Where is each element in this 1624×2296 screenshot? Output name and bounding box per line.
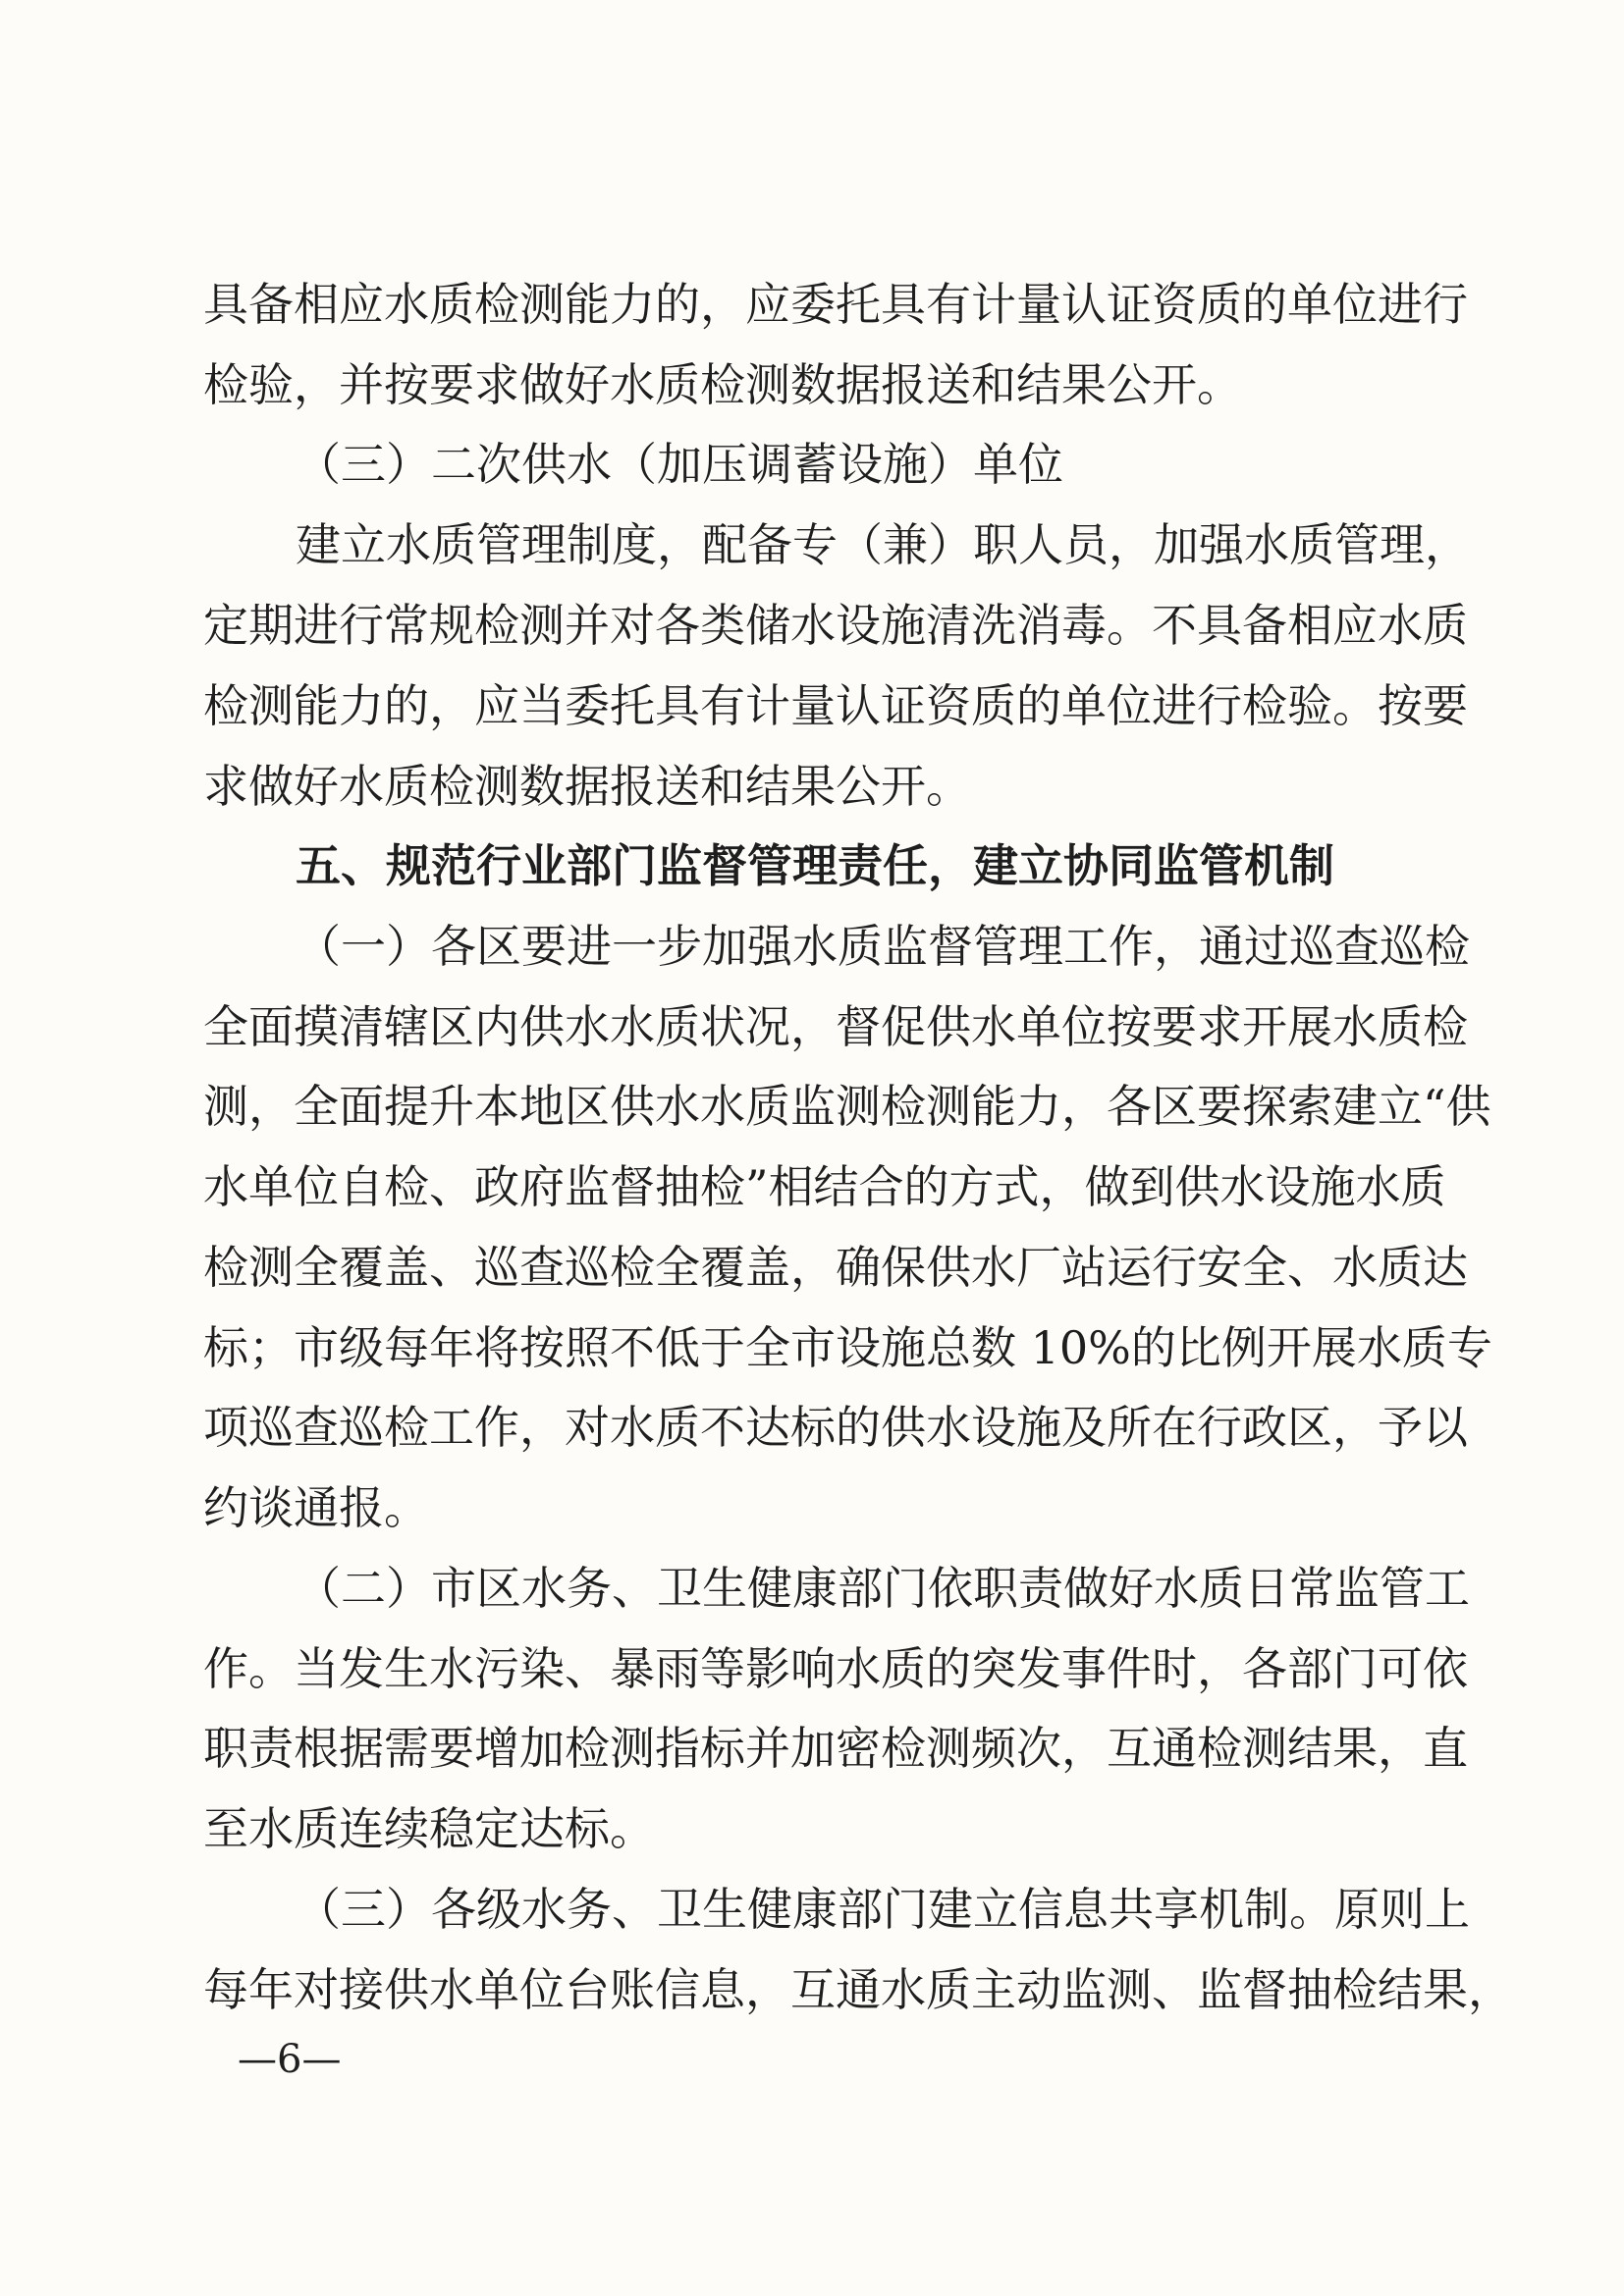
subsection-heading: （三）二次供水（加压调蓄设施）单位 [296,438,1063,491]
text-line: 检测全覆盖、巡查巡检全覆盖，确保供水厂站运行安全、水质达 [203,1241,1468,1294]
text-line: 具备相应水质检测能力的，应委托具有计量认证资质的单位进行 [203,278,1468,331]
text-line: （二）市区水务、卫生健康部门依职责做好水质日常监管工 [296,1562,1470,1615]
text-line: 约谈通报。 [203,1481,429,1534]
text-line: 每年对接供水单位台账信息，互通水质主动监测、监督抽检结果， [203,1963,1513,2016]
text-line: 标；市级每年将按照不低于全市设施总数 10%的比例开展水质专 [203,1321,1492,1374]
text-line: （一）各区要进一步加强水质监督管理工作，通过巡查巡检 [296,920,1470,973]
text-line: 求做好水质检测数据报送和结果公开。 [203,760,971,813]
text-line: 定期进行常规检测并对各类储水设施清洗消毒。不具备相应水质 [203,599,1468,652]
text-line: 至水质连续稳定达标。 [203,1802,655,1855]
section-heading: 五、规范行业部门监督管理责任，建立协同监管机制 [296,839,1334,892]
text-line: （三）各级水务、卫生健康部门建立信息共享机制。原则上 [296,1883,1470,1936]
text-line: 项巡查巡检工作，对水质不达标的供水设施及所在行政区，予以 [203,1401,1468,1454]
text-line: 建立水质管理制度，配备专（兼）职人员，加强水质管理， [296,518,1470,571]
text-line: 检测能力的，应当委托具有计量认证资质的单位进行检验。按要 [203,679,1468,732]
page-number: —6— [238,2037,342,2082]
text-line: 作。当发生水污染、暴雨等影响水质的突发事件时，各部门可依 [203,1642,1468,1695]
text-line: 全面摸清辖区内供水水质状况，督促供水单位按要求开展水质检 [203,1000,1468,1053]
text-line: 测，全面提升本地区供水水质监测检测能力，各区要探索建立“供 [203,1080,1491,1133]
text-line: 职责根据需要增加检测指标并加密检测频次，互通检测结果，直 [203,1722,1468,1775]
text-line: 检验，并按要求做好水质检测数据报送和结果公开。 [203,358,1242,411]
text-line: 水单位自检、政府监督抽检”相结合的方式，做到供水设施水质 [203,1160,1446,1213]
